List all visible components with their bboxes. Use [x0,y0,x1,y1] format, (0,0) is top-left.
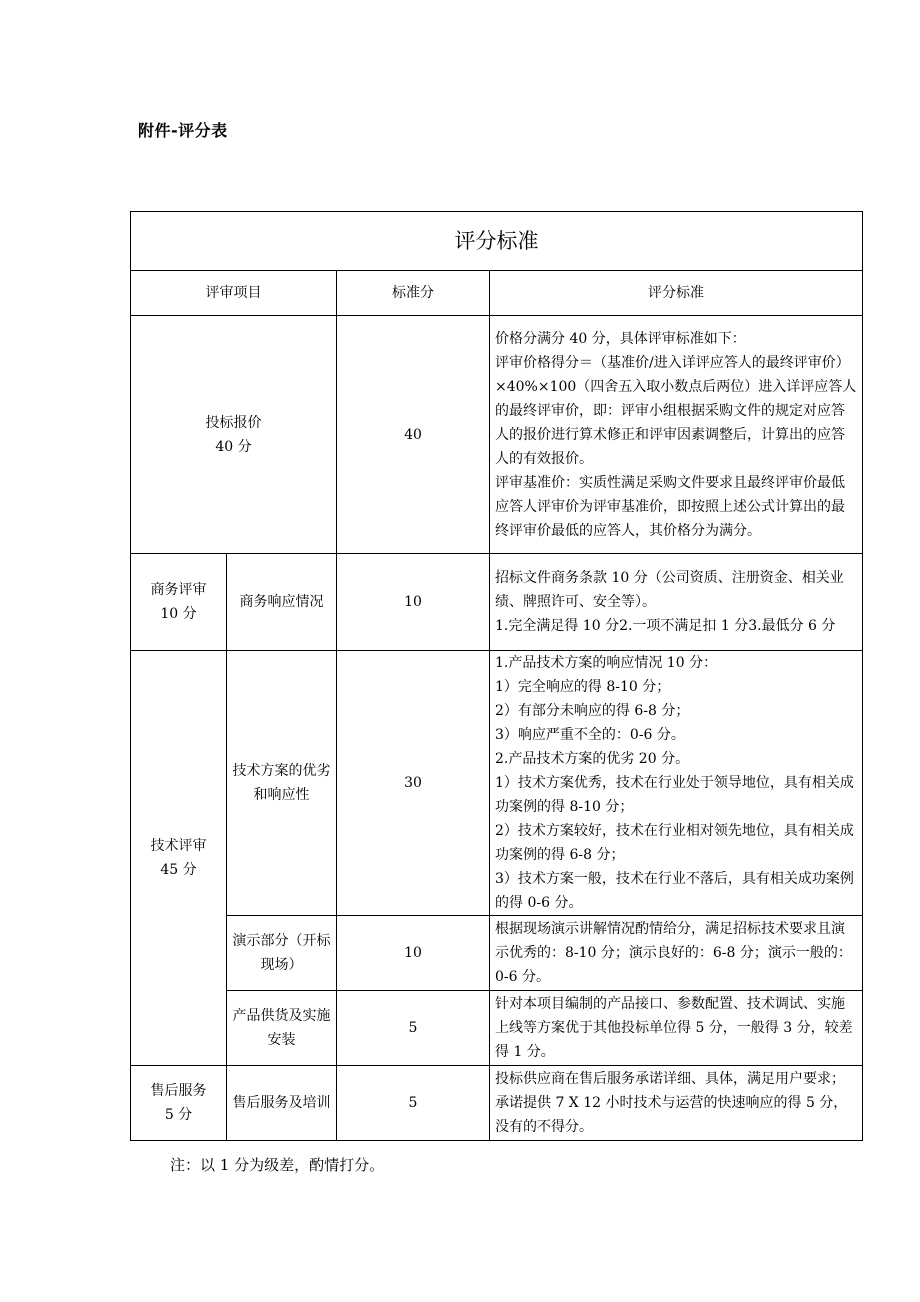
demo-score: 10 [337,916,490,991]
after-sales-score: 5 [337,1066,490,1141]
demo-sub-item: 演示部分（开标现场） [227,916,337,991]
table-row [131,1066,863,1141]
demo-criteria: 根据现场演示讲解情况酌情给分，满足招标技术要求且演示优秀的：8-10 分；演示良好的：6-8 分；演示一般的：0-6 分。 [490,916,863,991]
table-row [131,651,863,916]
document-title: 附件-评分表 [138,121,228,140]
business-score: 10 [337,554,490,651]
after-sales-category: 售后服务 5 分 [131,1066,227,1141]
after-sales-criteria: 投标供应商在售后服务承诺详细、具体，满足用户要求；承诺提供 7 X 12 小时技术与运营的快速响应的得 5 分，没有的不得分。 [490,1066,863,1141]
technical-criteria: 1.产品技术方案的响应情况 10 分： 1）完全响应的得 8-10 分； 2）有部分未响应的得 6-8 分； 3）响应严重不全的：0-6 分。 2.产品技术方案的优劣 20 分。 1）技术方案优秀，技术在行业处于领导地位，具有相关成功案例的得 8-10 分； 2）技术方案较好，技术在行业相对领先地位，具有相关成功案例的得 6-8 分； 3）技术方案一般，技术在行业不落后，具有相关成功案例的得 0-6 分。 [490,651,863,916]
supply-score: 5 [337,991,490,1066]
supply-sub-item: 产品供货及实施安装 [227,991,337,1066]
technical-score: 30 [337,651,490,916]
technical-sub-item: 技术方案的优劣和响应性 [227,651,337,916]
table-row [131,554,863,651]
header-criteria: 评分标准 [490,271,863,316]
business-criteria: 招标文件商务条款 10 分（公司资质、注册资金、相关业绩、牌照许可、安全等）。 1.完全满足得 10 分2.一项不满足扣 1 分3.最低分 6 分 [490,554,863,651]
scoring-table [130,211,863,1141]
price-score: 40 [337,316,490,554]
technical-category: 技术评审 45 分 [131,651,227,1066]
header-score: 标准分 [337,271,490,316]
business-category: 商务评审 10 分 [131,554,227,651]
table-row [131,916,863,991]
footnote: 注：以 1 分为级差，酌情打分。 [170,1156,385,1174]
table-title: 评分标准 [131,212,863,271]
header-item: 评审项目 [131,271,337,316]
business-sub-item: 商务响应情况 [227,554,337,651]
supply-criteria: 针对本项目编制的产品接口、参数配置、技术调试、实施上线等方案优于其他投标单位得 5 分，一般得 3 分，较差得 1 分。 [490,991,863,1066]
price-item: 投标报价 40 分 [131,316,337,554]
table-row [131,316,863,554]
price-criteria: 价格分满分 40 分，具体评审标准如下： 评审价格得分＝（基准价/进入详评应答人的最终评审价）×40%×100（四舍五入取小数点后两位）进入详评应答人的最终评审价，即：评审小组根据采购文件的规定对应答人的报价进行算术修正和评审因素调整后，计算出的应答人的有效报价。 评审基准价：实质性满足采购文件要求且最终评审价最低应答人评审价为评审基准价，即按照上述公式计算出的最终评审价最低的应答人，其价格分为满分。 [490,316,863,554]
after-sales-sub-item: 售后服务及培训 [227,1066,337,1141]
table-row [131,991,863,1066]
